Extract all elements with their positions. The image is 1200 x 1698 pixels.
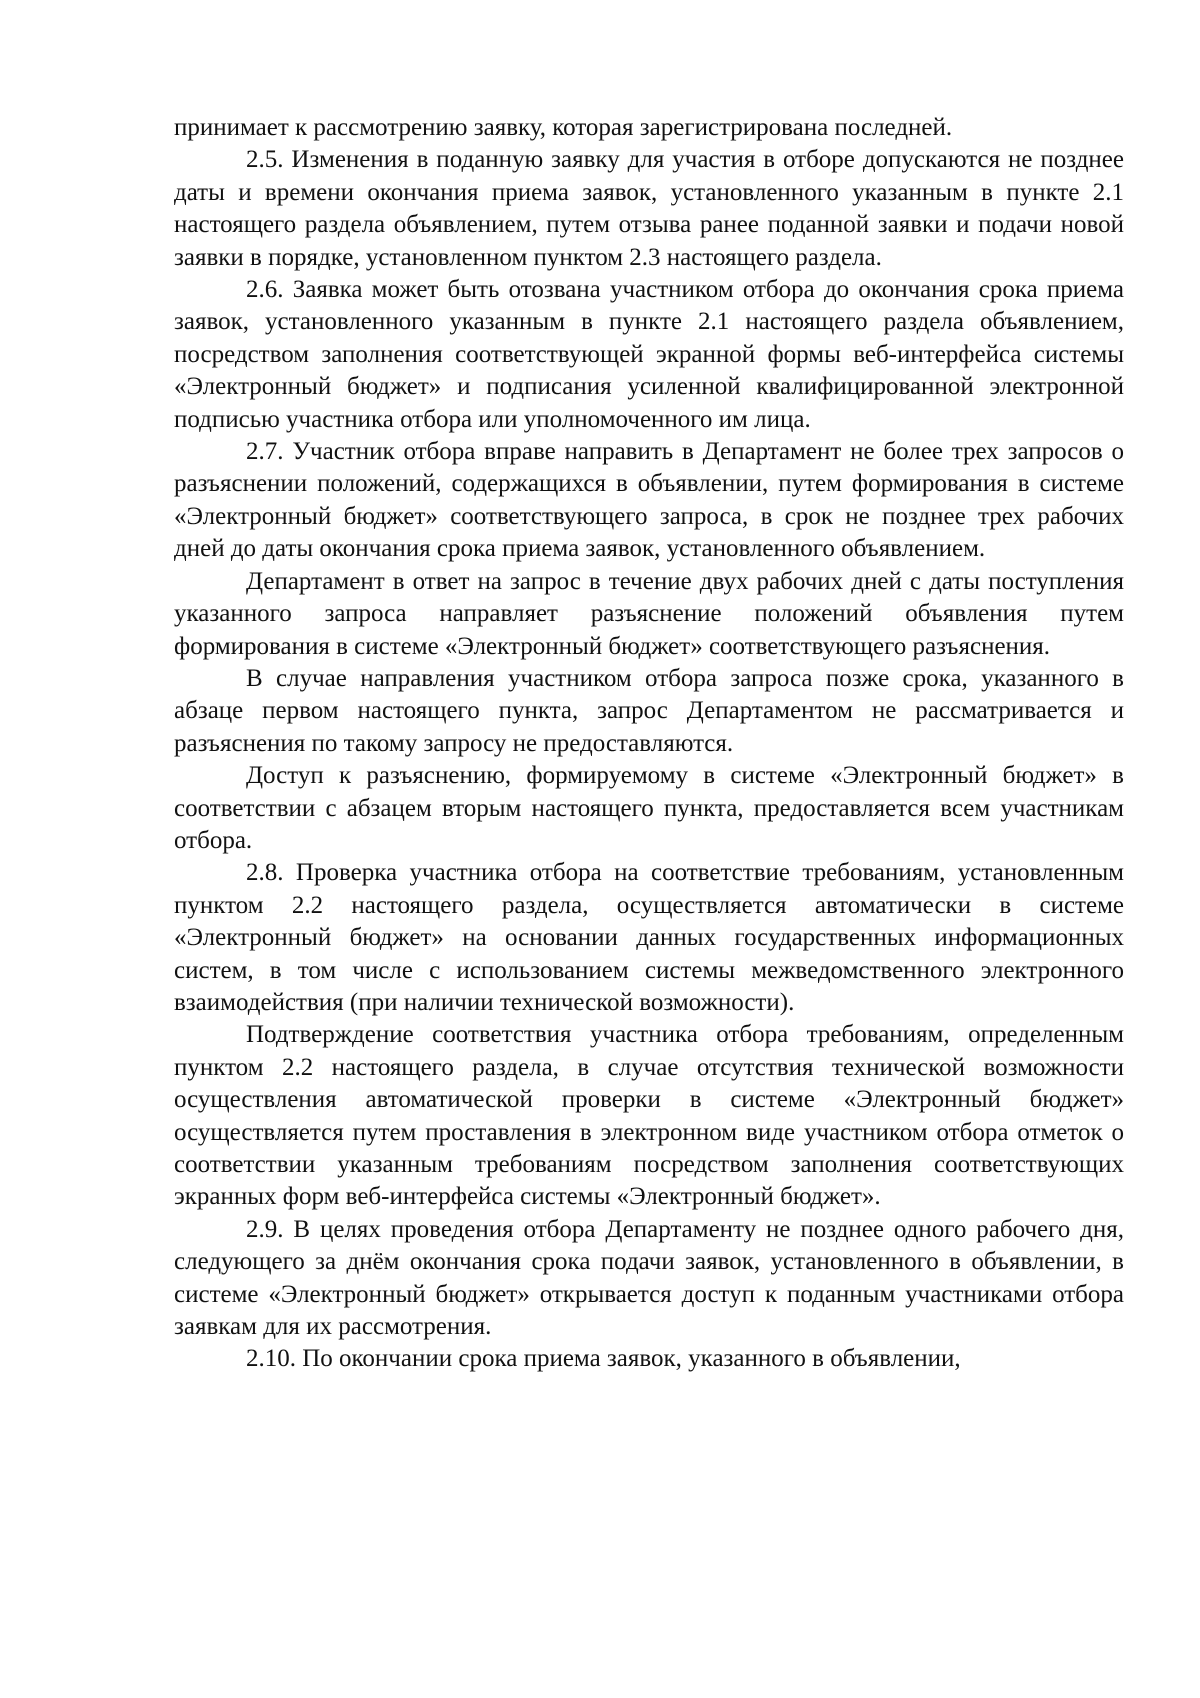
paragraph-2-8-confirmation: Подтверждение соответствия участника отбора требованиям, определенным пунктом 2.2 настоящего раздела, в случае отсутствия технической возможности осуществления автоматической проверки в системе «Электронный бюджет» осуществляется путем проставления в электронном виде участником отбора отметок о соответствии указанным требованиям посредством заполнения соответствующих экранных форм веб-интерфейса системы «Электронный бюджет».: [174, 1021, 1124, 1211]
paragraph-continuation: принимает к рассмотрению заявку, которая зарегистрирована последней.: [174, 114, 953, 141]
document-body: [174, 112, 1124, 1376]
paragraph-2-7-access: Доступ к разъяснению, формируемому в системе «Электронный бюджет» в соответствии с абзацем вторым настоящего пункта, предоставляется всем участникам отбора.: [174, 762, 1124, 854]
paragraph-2-7: 2.7. Участник отбора вправе направить в Департамент не более трех запросов о разъяснении положений, содержащихся в объявлении, путем формирования в системе «Электронный бюджет» соответствующего запроса, в срок не позднее трех рабочих дней до даты окончания срока приема заявок, установленного объявлением.: [174, 438, 1124, 563]
paragraph-2-5: 2.5. Изменения в поданную заявку для участия в отборе допускаются не позднее даты и времени окончания приема заявок, установленного указанным в пункте 2.1 настоящего раздела объявлением, путем отзыва ранее поданной заявки и подачи новой заявки в порядке, установленном пунктом 2.3 настоящего раздела.: [174, 146, 1124, 271]
paragraph-2-8: 2.8. Проверка участника отбора на соответствие требованиям, установленным пунктом 2.2 настоящего раздела, осуществляется автоматически в системе «Электронный бюджет» на основании данных государственных информационных систем, в том числе с использованием системы межведомственного электронного взаимодействия (при наличии технической возможности).: [174, 859, 1124, 1016]
paragraph-2-7-late-request: В случае направления участником отбора запроса позже срока, указанного в абзаце первом настоящего пункта, запрос Департаментом не рассматривается и разъяснения по такому запросу не предоставляются.: [174, 664, 1124, 757]
paragraph-2-10: 2.10. По окончании срока приема заявок, указанного в объявлении,: [246, 1345, 961, 1373]
paragraph-2-9: 2.9. В целях проведения отбора Департаменту не позднее одного рабочего дня, следующего за днём окончания срока подачи заявок, установленного в объявлении, в системе «Электронный бюджет» открывается доступ к поданным участниками отбора заявкам для их рассмотрения.: [174, 1215, 1124, 1341]
paragraph-2-6: 2.6. Заявка может быть отозвана участником отбора до окончания срока приема заявок, установленного указанным в пункте 2.1 настоящего раздела объявлением, посредством заполнения соответствующей экранной формы веб-интерфейса системы «Электронный бюджет» и подписания усиленной квалифицированной электронной подписью участника отбора или уполномоченного им лица.: [174, 276, 1124, 433]
paragraph-2-7-department-response: Департамент в ответ на запрос в течение двух рабочих дней с даты поступления указанного запроса направляет разъяснение положений объявления путем формирования в системе «Электронный бюджет» соответствующего разъяснения.: [174, 567, 1124, 660]
